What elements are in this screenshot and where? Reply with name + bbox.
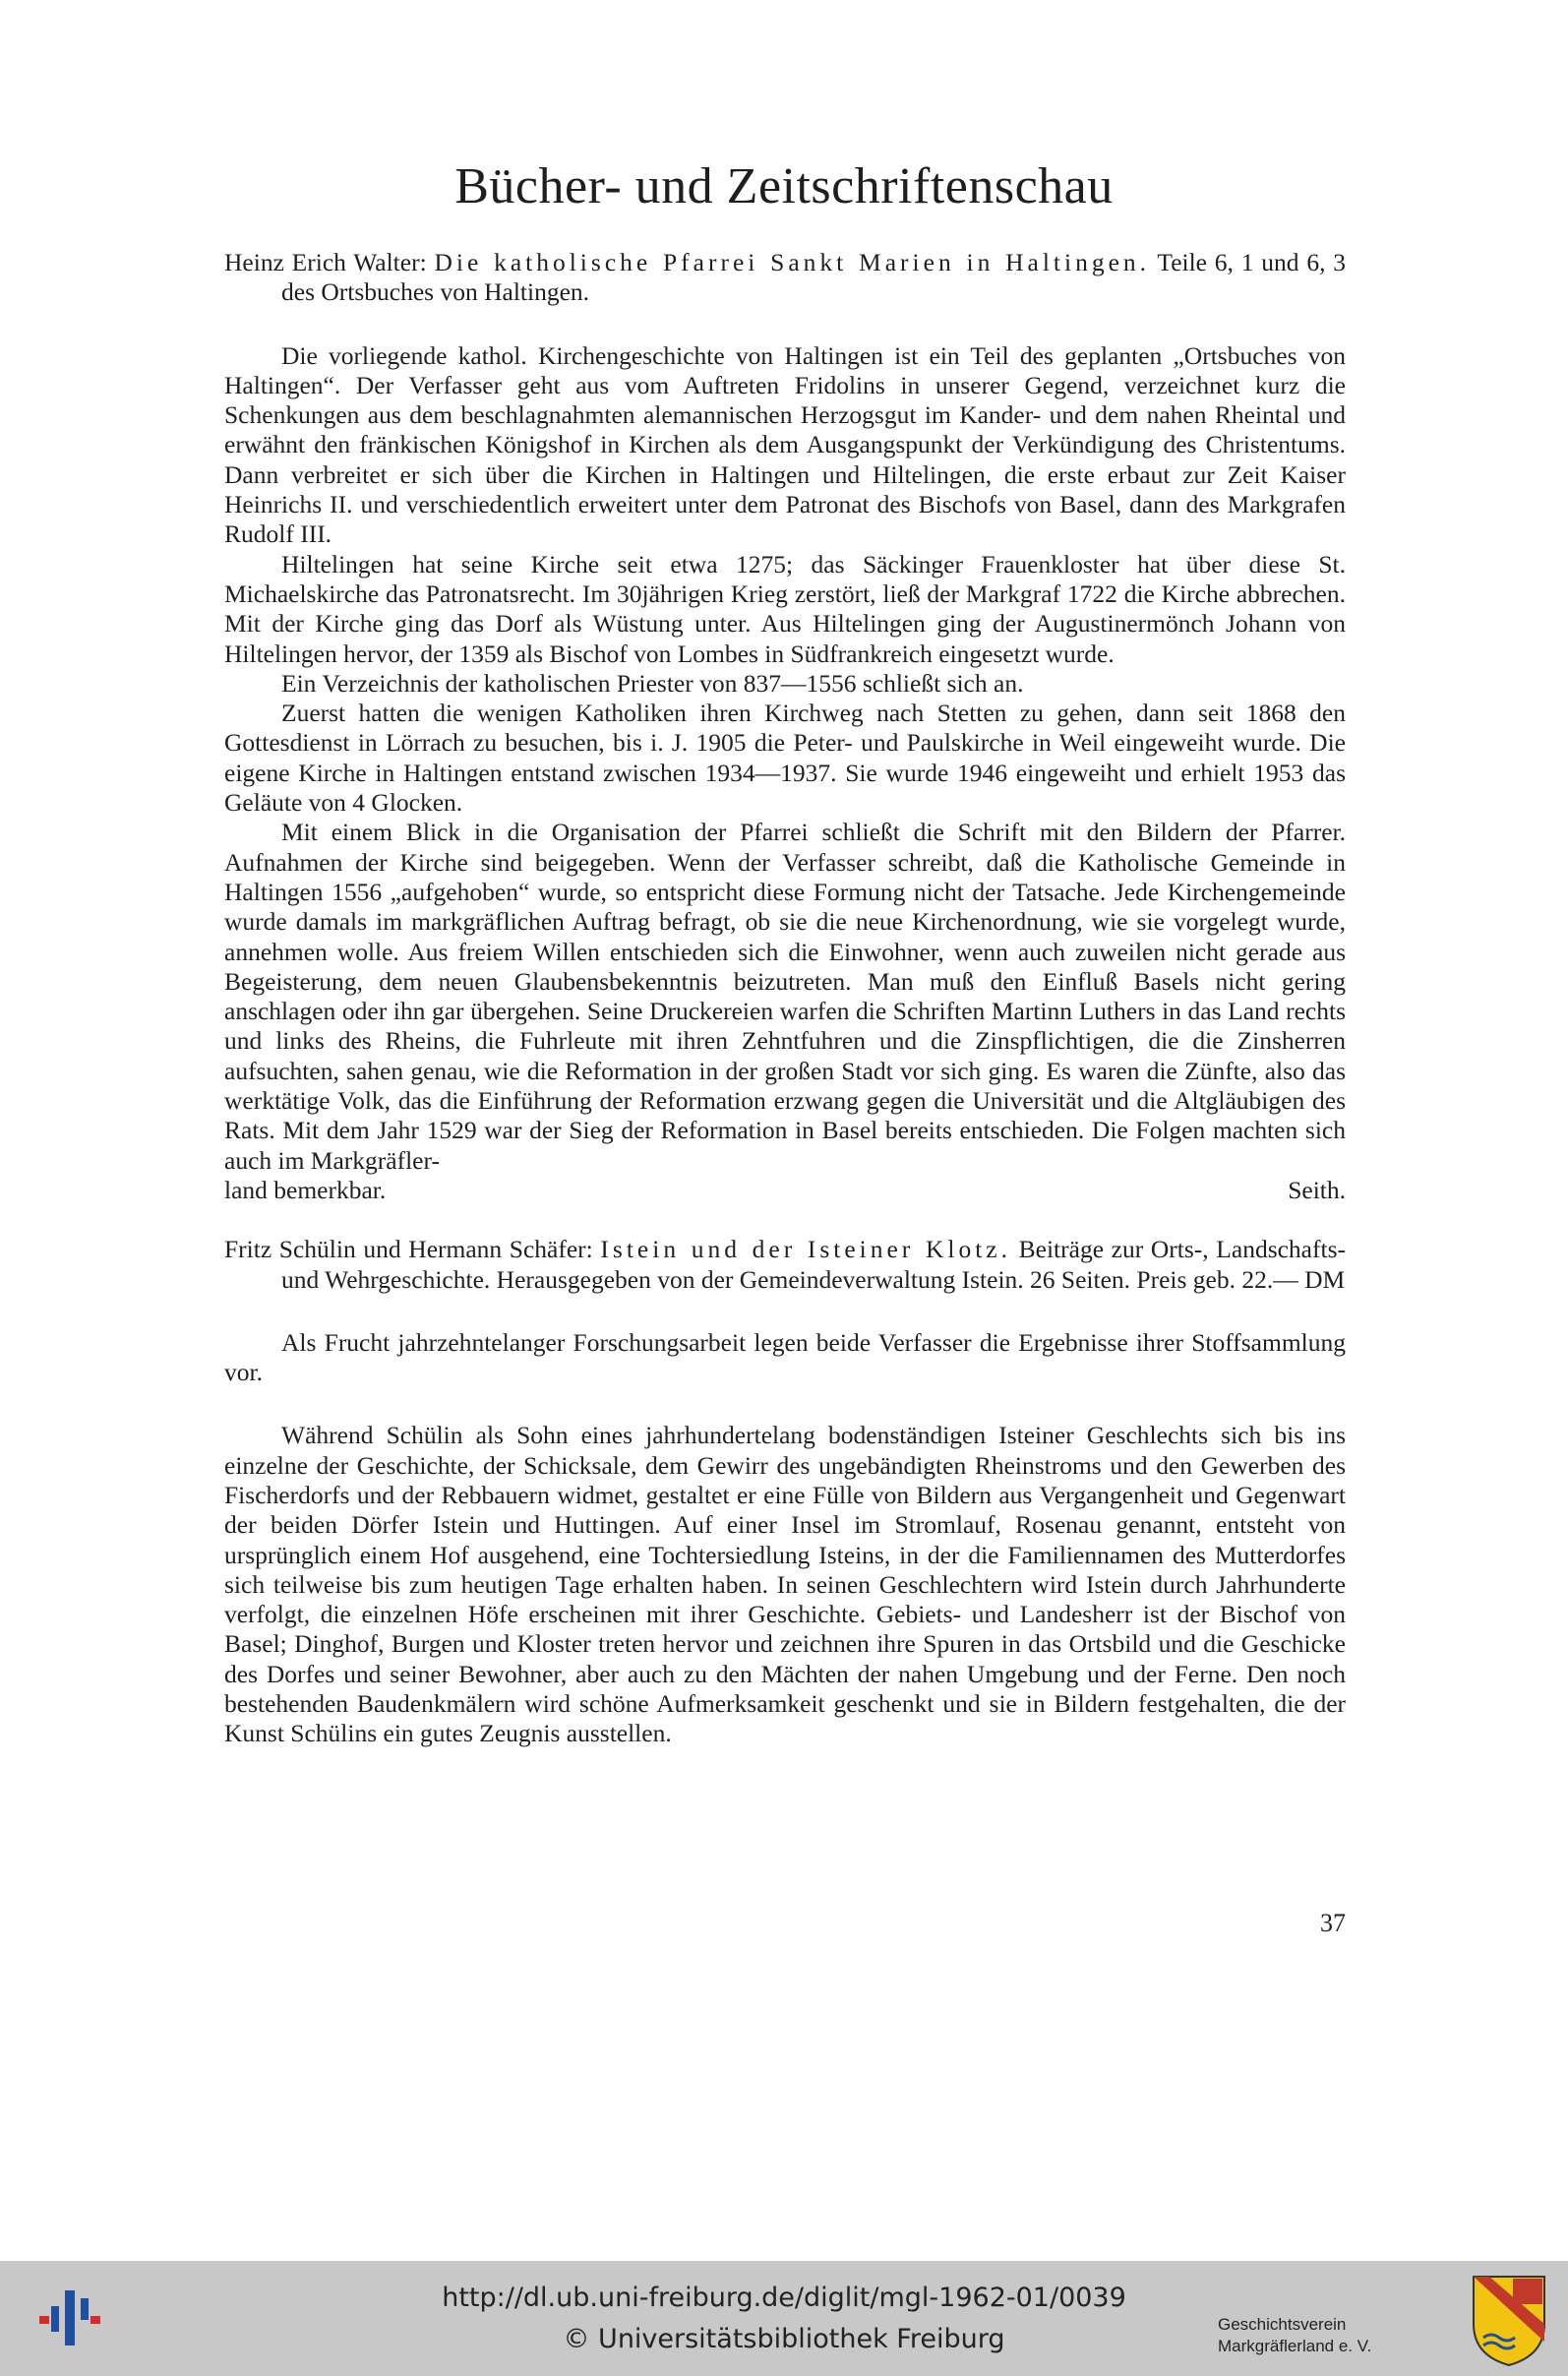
- review1-book-title: Die katholische Pfarrei Sankt Marien in Haltingen.: [434, 248, 1151, 276]
- publisher-name-line1: Geschichtsverein: [1218, 2315, 1347, 2334]
- review2-author: Fritz Schülin und Hermann Schäfer:: [224, 1235, 601, 1264]
- review2-paragraph: Als Frucht jahrzehntelanger Forschungsarbeit legen beide Verfasser die Ergebnisse ihrer Stoffsammlung vor.: [224, 1327, 1346, 1387]
- page-number: 37: [1320, 1909, 1346, 1937]
- coat-of-arms-icon: [1470, 2273, 1548, 2367]
- review1-subtitle: Teile 6, 1 und 6, 3 des Ortsbuches von Haltingen.: [281, 248, 1346, 307]
- review1-paragraph: Zuerst hatten die wenigen Katholiken ihren Kirchweg nach Stetten zu gehen, dann seit 1868 den Gottesdienst in Lörrach zu besuchen, bis i. J. 1905 die Peter- und Paulskirche in Weil eingeweiht wurde. Die eigene Kirche in Haltingen entstand zwischen 1934—1937. Sie wurde 1946 eingeweiht und erhielt 1953 das Geläute von 4 Glocken.: [224, 699, 1346, 818]
- review2-book-title: Istein und der Isteiner Klotz.: [600, 1235, 1011, 1264]
- publisher-name: [1218, 2314, 1464, 2357]
- copyright-notice: © Universitätsbibliothek Freiburg: [563, 2324, 1005, 2354]
- permalink-url[interactable]: http://dl.ub.uni-freiburg.de/diglit/mgl-1962-01/0039: [442, 2283, 1126, 2313]
- review2-subtitle: Beiträge zur Orts-, Landschafts- und Wehrgeschichte. Herausgegeben von der Gemeindeverwaltung Istein. 26 Seiten. Preis geb. 22.— DM: [281, 1235, 1346, 1294]
- viewer-footer: [0, 2261, 1568, 2376]
- review1-author: Heinz Erich Walter:: [224, 248, 435, 276]
- review2-citation: [224, 1235, 1346, 1295]
- review1-paragraph: Die vorliegende kathol. Kirchengeschichte von Haltingen ist ein Teil des geplanten „Ortsbuches von Haltingen“. Der Verfasser geht aus vom Auftreten Fridolins in unserer Gegend, verzeichnet kurz die Schenkungen aus dem beschlagnahmten alemannischen Herzogsgut im Kander- und dem nahen Rheintal und erwähnt den fränkischen Königshof in Kirchen als dem Ausgangspunkt der Verkündigung des Christentums. Dann verbreitet er sich über die Kirchen in Haltingen und Hiltelingen, die erste erbaut zur Zeit Kaiser Heinrichs II. und verschiedentlich erweitert unter dem Patronat des Bischofs von Basel, dann des Markgrafen Rudolf III.: [224, 340, 1346, 549]
- review1-closing: [224, 1176, 1346, 1205]
- review1-paragraph: Ein Verzeichnis der katholischen Priester von 837—1556 schließt sich an.: [281, 668, 1024, 698]
- publisher-name-line2: Markgräflerland e. V.: [1218, 2337, 1372, 2355]
- review2-paragraph: Während Schülin als Sohn eines jahrhundertelang bodenständigen Isteiner Geschlechts sich bis ins einzelne der Geschichte, der Schicksale, dem Gewirr des ungebändigten Rheinstroms und den Gewerben des Fischerdorfs und der Rebbauern widmet, gestaltet er eine Fülle von Bildern aus Vergangenheit und Gegenwart der beiden Dörfer Istein und Huttingen. Auf einer Insel im Stromlauf, Rosenau genannt, entsteht von ursprünglich einem Hof ausgehend, eine Tochtersiedlung Isteins, in der die Familiennamen des Mutterdorfes sich teilweise bis zum heutigen Tage erhalten haben. In seinen Geschlechtern wird Istein durch Jahrhunderte verfolgt, die einzelnen Höfe erscheinen mit ihrer Geschichte. Gebiets- und Landesherr ist der Bischof von Basel; Dinghof, Burgen und Kloster treten hervor und zeichnen ihre Spuren in das Ortsbild und die Geschicke des Dorfes und seiner Bewohner, aber auch zu den Mächten der nahen Umgebung und der Ferne. Den noch bestehenden Baudenkmälern wird schöne Aufmerksamkeit geschenkt und sie in Bildern festgehalten, die der Kunst Schülins ein gutes Zeugnis ausstellen.: [224, 1421, 1346, 1748]
- page-content: [224, 248, 1346, 1749]
- review1-signature: Seith.: [1288, 1175, 1346, 1204]
- page-title: Bücher- und Zeitschriftenschau: [454, 158, 1114, 214]
- review1-paragraph: Mit einem Blick in die Organisation der Pfarrei schließt die Schrift mit den Bildern der Pfarrer. Aufnahmen der Kirche sind beigegeben. Wenn der Verfasser schreibt, daß die Katholische Gemeinde in Haltingen 1556 „aufgehoben“ wurde, so entspricht diese Formung nicht der Tatsache. Jede Kirchengemeinde wurde damals im markgräflichen Auftrag befragt, ob sie die neue Kirchenordnung, wie sie vorgelegt wurde, annehmen wolle. Aus freiem Willen entschieden sich die Einwohner, wenn auch zuweilen nicht gerade aus Begeisterung, dem neuen Glaubensbekenntnis beizutreten. Man muß den Einfluß Basels nicht gering anschlagen oder ihn gar übergehen. Seine Druckereien warfen die Schriften Martinn Luthers in das Land rechts und links des Rheins, die Fuhrleute mit ihren Zehntfuhren und die Zinspflichtigen, die die Zinsherren aufsuchten, sahen genau, wie die Reformation in der großen Stadt vor sich ging. Es waren die Zünfte, also das werktätige Volk, das die Einführung der Reformation erzwang gegen die Universität und die Altgläubigen des Rats. Mit dem Jahr 1529 war der Sieg der Reformation in Basel bereits entschieden. Die Folgen machten sich auch im Markgräfler-: [224, 818, 1346, 1175]
- review1-paragraph: Hiltelingen hat seine Kirche seit etwa 1275; das Säckinger Frauenkloster hat über diese St. Michaelskirche das Patronatsrecht. Im 30jährigen Krieg zerstört, ließ der Markgraf 1722 die Kirche abbrechen. Mit der Kirche ging das Dorf als Wüstung unter. Aus Hiltelingen ging der Augustinermönch Johann von Hiltelingen hervor, der 1359 als Bischof von Lombes in Südfrankreich eingesetzt wurde.: [224, 549, 1346, 668]
- review1-closing-text: land bemerkbar.: [224, 1175, 387, 1204]
- review1-citation: [224, 248, 1346, 308]
